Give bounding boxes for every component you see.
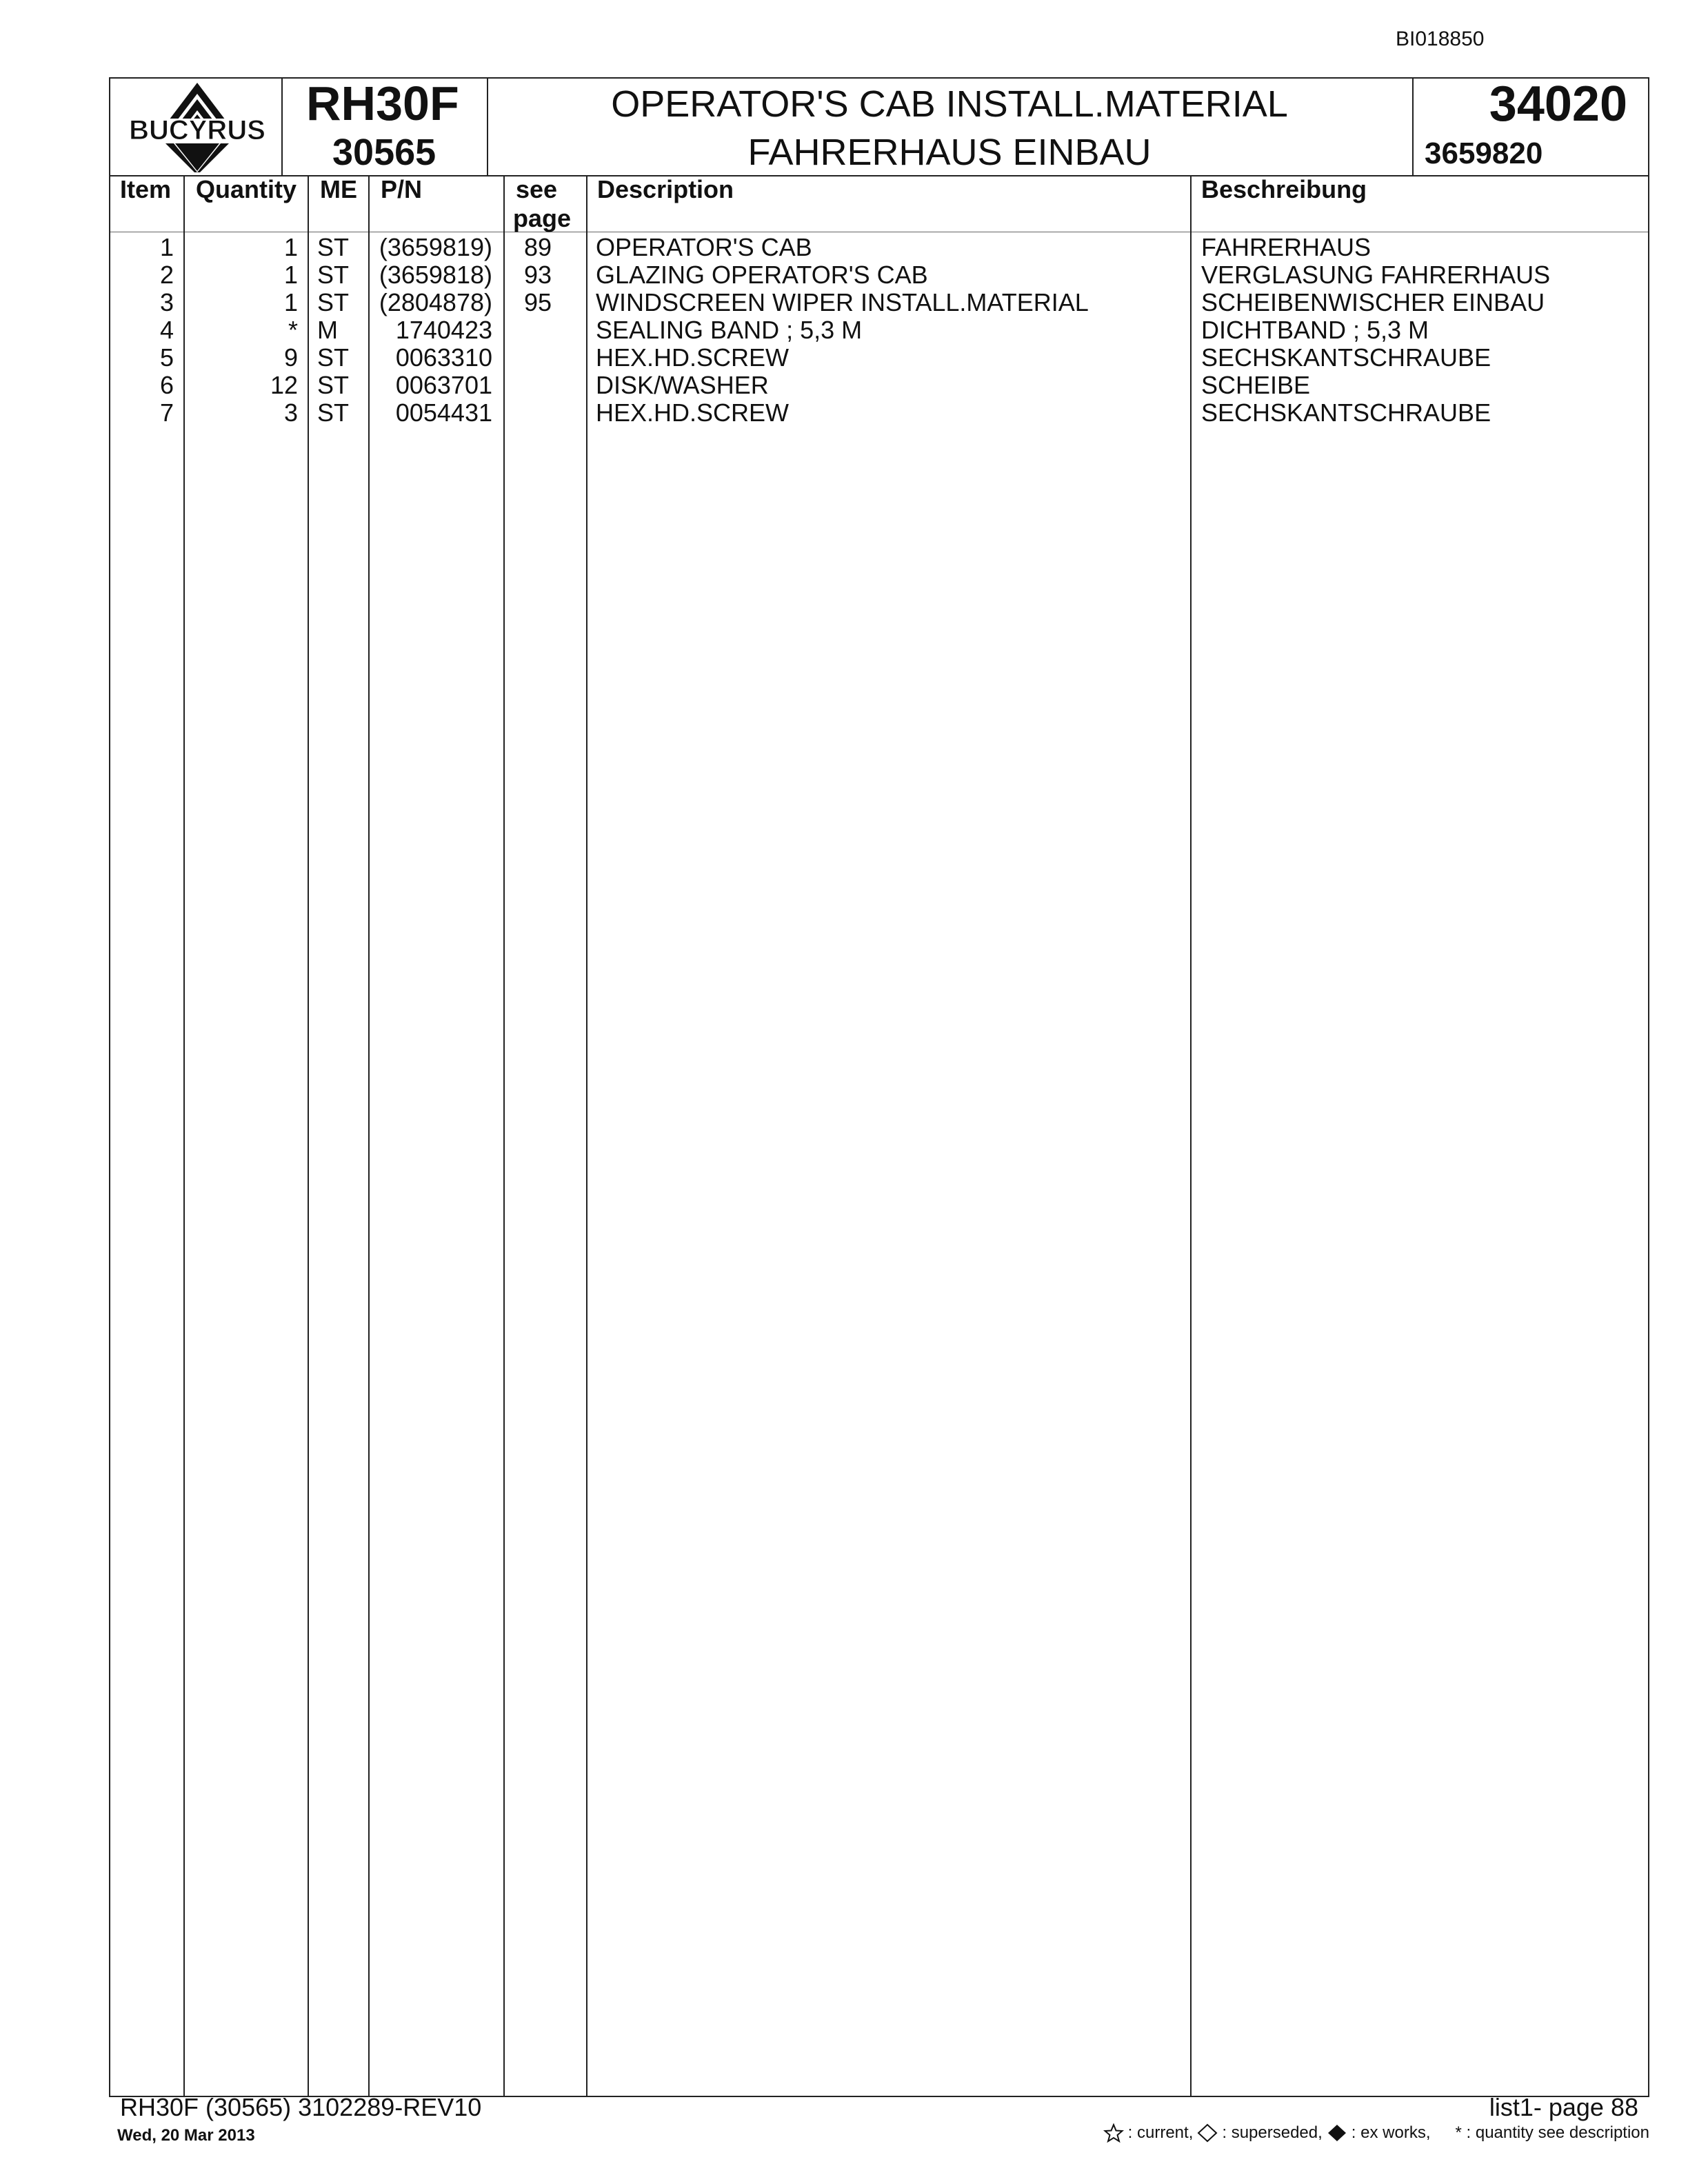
column-separator [1190, 175, 1192, 2097]
header-separator [487, 79, 488, 175]
cell-pn: (3659819) [379, 233, 492, 261]
column-header-item: Item [120, 175, 172, 203]
footer-date: Wed, 20 Mar 2013 [117, 2126, 255, 2145]
legend-ex-works: : ex works, [1351, 2123, 1431, 2142]
legend-quantity-note: * : quantity see description [1455, 2123, 1649, 2142]
cell-quantity: 1 [283, 233, 298, 261]
cell-item: 1 [159, 233, 174, 261]
cell-pn: 0054431 [395, 398, 492, 427]
diamond-outline-icon [1197, 2123, 1218, 2143]
cell-beschreibung: SCHEIBE [1201, 371, 1311, 399]
cell-quantity: 9 [283, 343, 298, 372]
cell-quantity: 3 [283, 398, 298, 427]
column-separator [183, 175, 185, 2097]
column-header-description: Description [597, 175, 734, 203]
cell-beschreibung: DICHTBAND ; 5,3 M [1201, 316, 1429, 344]
page-title-de: FAHRERHAUS EINBAU [747, 132, 1152, 173]
cell-beschreibung: FAHRERHAUS [1201, 233, 1372, 261]
group-subnumber: 3659820 [1425, 136, 1543, 170]
diamond-filled-icon [1327, 2123, 1347, 2143]
header-separator [281, 79, 283, 175]
cell-item: 7 [159, 398, 174, 427]
cell-pn: 1740423 [395, 316, 492, 344]
footer-doc-ref: RH30F (30565) 3102289-REV10 [120, 2093, 482, 2121]
page-title-en: OPERATOR'S CAB INSTALL.MATERIAL [611, 83, 1288, 125]
cell-description: DISK/WASHER [596, 371, 769, 399]
cell-me: ST [317, 371, 350, 399]
column-separator [586, 175, 587, 2097]
footer-page-ref: list1- page 88 [1489, 2093, 1638, 2121]
cell-me: ST [317, 398, 350, 427]
star-outline-icon [1103, 2123, 1124, 2143]
cell-item: 2 [159, 261, 174, 289]
cell-see-page: 93 [523, 261, 552, 289]
column-header-me: ME [320, 175, 357, 203]
cell-see-page: 95 [523, 288, 552, 316]
column-separator [308, 175, 309, 2097]
cell-description: HEX.HD.SCREW [596, 343, 790, 372]
cell-me: ST [317, 261, 350, 289]
column-header-page: page [513, 204, 572, 232]
footer-legend [1103, 2123, 1649, 2143]
model-name: RH30F [306, 77, 459, 130]
document-id: BI018850 [1396, 28, 1485, 50]
column-separator [368, 175, 370, 2097]
cell-me: M [317, 316, 338, 344]
column-header-quantity: Quantity [196, 175, 297, 203]
group-number: 34020 [1489, 77, 1627, 132]
cell-pn: (2804878) [379, 288, 492, 316]
cell-description: HEX.HD.SCREW [596, 398, 790, 427]
bucyrus-logo [114, 80, 280, 172]
cell-see-page: 89 [523, 233, 552, 261]
column-header-pn: P/N [381, 175, 423, 203]
cell-pn: 0063310 [395, 343, 492, 372]
cell-pn: 0063701 [395, 371, 492, 399]
column-header-beschreibung: Beschreibung [1201, 175, 1367, 203]
cell-me: ST [317, 343, 350, 372]
cell-item: 6 [159, 371, 174, 399]
cell-description: WINDSCREEN WIPER INSTALL.MATERIAL [596, 288, 1089, 316]
cell-quantity: 1 [283, 288, 298, 316]
model-number: 30565 [332, 132, 436, 173]
cell-quantity: * [288, 316, 298, 344]
logo-text: BUCYRUS [129, 115, 265, 145]
cell-me: ST [317, 288, 350, 316]
cell-beschreibung: SECHSKANTSCHRAUBE [1201, 343, 1491, 372]
cell-beschreibung: SCHEIBENWISCHER EINBAU [1201, 288, 1545, 316]
cell-pn: (3659818) [379, 261, 492, 289]
column-separator [503, 175, 505, 2097]
cell-me: ST [317, 233, 350, 261]
legend-superseded: : superseded, [1222, 2123, 1323, 2142]
cell-quantity: 1 [283, 261, 298, 289]
cell-description: OPERATOR'S CAB [596, 233, 812, 261]
cell-beschreibung: SECHSKANTSCHRAUBE [1201, 398, 1491, 427]
cell-item: 5 [159, 343, 174, 372]
column-header-see: see [516, 175, 558, 203]
legend-current: : current, [1127, 2123, 1194, 2142]
cell-beschreibung: VERGLASUNG FAHRERHAUS [1201, 261, 1551, 289]
cell-item: 4 [159, 316, 174, 344]
cell-item: 3 [159, 288, 174, 316]
cell-quantity: 12 [270, 371, 298, 399]
cell-description: GLAZING OPERATOR'S CAB [596, 261, 928, 289]
cell-description: SEALING BAND ; 5,3 M [596, 316, 863, 344]
